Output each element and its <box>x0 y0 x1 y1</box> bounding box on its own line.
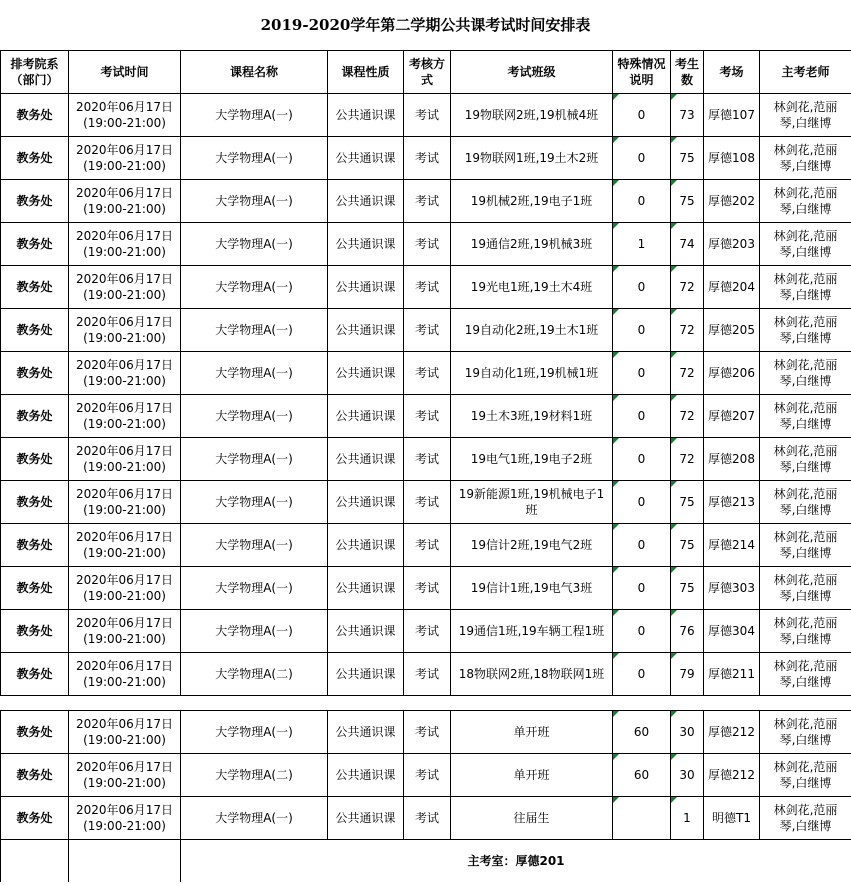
course-cell: 大学物理A(一) <box>181 610 328 653</box>
classes-cell: 19信计1班,19电气3班 <box>451 567 613 610</box>
method-cell: 考试 <box>404 438 451 481</box>
classes-cell: 19自动化2班,19土木1班 <box>451 309 613 352</box>
exam-time-cell <box>69 567 181 610</box>
special-cell: 60 <box>613 754 671 797</box>
teacher-cell <box>760 567 851 610</box>
exam-time-cell-line1: 2020年06月17日 <box>75 229 174 243</box>
table-row <box>1 223 851 266</box>
dept-cell: 教务处 <box>1 352 69 395</box>
dept-cell: 教务处 <box>1 266 69 309</box>
course-cell: 大学物理A(一) <box>181 567 328 610</box>
teacher-cell <box>760 524 851 567</box>
teacher-cell <box>760 653 851 696</box>
exam-schedule-table <box>0 50 851 882</box>
table-row <box>1 309 851 352</box>
exam-time-cell-line1: 2020年06月17日 <box>75 803 174 817</box>
table-row <box>1 137 851 180</box>
exam-time-cell <box>69 266 181 309</box>
room-cell: 厚德214 <box>704 524 760 567</box>
exam-time-cell-line1: 2020年06月17日 <box>75 143 174 157</box>
nature-cell: 公共通识课 <box>328 180 404 223</box>
dept-cell: 教务处 <box>1 610 69 653</box>
classes-cell: 往届生 <box>451 797 613 840</box>
course-cell: 大学物理A(一) <box>181 223 328 266</box>
teacher-cell <box>760 481 851 524</box>
exam-time-cell <box>69 180 181 223</box>
room-cell: 厚德206 <box>704 352 760 395</box>
nature-cell: 公共通识课 <box>328 223 404 266</box>
exam-time-cell-line2: (19:00-21:00) <box>83 589 166 603</box>
exam-time-cell-line1: 2020年06月17日 <box>75 616 174 630</box>
classes-cell: 19光电1班,19土木4班 <box>451 266 613 309</box>
method-cell: 考试 <box>404 352 451 395</box>
teacher-cell-line1: 林剑花,范丽 <box>773 803 838 817</box>
teacher-cell-line2: 琴,白继博 <box>779 374 832 388</box>
course-cell: 大学物理A(一) <box>181 395 328 438</box>
teacher-cell-line1: 林剑花,范丽 <box>773 659 838 673</box>
course-cell: 大学物理A(二) <box>181 754 328 797</box>
table-row <box>1 395 851 438</box>
teacher-cell-line1: 林剑花,范丽 <box>773 760 838 774</box>
teacher-cell-line2: 琴,白继博 <box>779 202 832 216</box>
header-special: 特殊情况说明 <box>613 51 671 94</box>
exam-time-cell-line2: (19:00-21:00) <box>83 245 166 259</box>
room-cell: 厚德203 <box>704 223 760 266</box>
exam-time-cell <box>69 797 181 840</box>
dept-cell: 教务处 <box>1 711 69 754</box>
table-row <box>1 266 851 309</box>
teacher-cell-line2: 琴,白继博 <box>779 733 832 747</box>
teacher-cell-line1: 林剑花,范丽 <box>773 100 838 114</box>
room-cell: 厚德304 <box>704 610 760 653</box>
exam-time-cell-line1: 2020年06月17日 <box>75 717 174 731</box>
method-cell: 考试 <box>404 94 451 137</box>
teacher-cell <box>760 711 851 754</box>
course-cell: 大学物理A(二) <box>181 653 328 696</box>
nature-cell: 公共通识课 <box>328 610 404 653</box>
course-cell: 大学物理A(一) <box>181 481 328 524</box>
header-nature: 课程性质 <box>328 51 404 94</box>
nature-cell: 公共通识课 <box>328 395 404 438</box>
special-cell <box>613 797 671 840</box>
exam-time-cell <box>69 395 181 438</box>
nature-cell: 公共通识课 <box>328 309 404 352</box>
teacher-cell <box>760 223 851 266</box>
footer-row <box>1 840 851 883</box>
room-cell: 厚德108 <box>704 137 760 180</box>
room-cell: 厚德213 <box>704 481 760 524</box>
teacher-cell-line1: 林剑花,范丽 <box>773 616 838 630</box>
table-row <box>1 754 851 797</box>
teacher-cell-line1: 林剑花,范丽 <box>773 530 838 544</box>
count-cell: 72 <box>671 352 704 395</box>
header-teacher: 主考老师 <box>760 51 851 94</box>
nature-cell: 公共通识课 <box>328 438 404 481</box>
course-cell: 大学物理A(一) <box>181 438 328 481</box>
exam-time-cell <box>69 223 181 266</box>
nature-cell: 公共通识课 <box>328 266 404 309</box>
classes-cell: 19信计2班,19电气2班 <box>451 524 613 567</box>
teacher-cell <box>760 309 851 352</box>
teacher-cell <box>760 754 851 797</box>
method-cell: 考试 <box>404 223 451 266</box>
count-cell: 1 <box>671 797 704 840</box>
header-method: 考核方式 <box>404 51 451 94</box>
count-cell: 72 <box>671 395 704 438</box>
teacher-cell-line2: 琴,白继博 <box>779 776 832 790</box>
exam-time-cell-line2: (19:00-21:00) <box>83 159 166 173</box>
special-cell: 0 <box>613 309 671 352</box>
exam-time-cell-line1: 2020年06月17日 <box>75 530 174 544</box>
special-cell: 1 <box>613 223 671 266</box>
exam-time-cell <box>69 754 181 797</box>
table-row <box>1 567 851 610</box>
teacher-cell-line1: 林剑花,范丽 <box>773 229 838 243</box>
teacher-cell-line2: 琴,白继博 <box>779 245 832 259</box>
dept-cell: 教务处 <box>1 395 69 438</box>
dept-cell: 教务处 <box>1 137 69 180</box>
course-cell: 大学物理A(一) <box>181 711 328 754</box>
room-cell: 厚德107 <box>704 94 760 137</box>
footer-cell-time <box>69 840 181 883</box>
classes-cell: 18物联网2班,18物联网1班 <box>451 653 613 696</box>
course-cell: 大学物理A(一) <box>181 94 328 137</box>
teacher-cell-line1: 林剑花,范丽 <box>773 272 838 286</box>
teacher-cell <box>760 94 851 137</box>
count-cell: 30 <box>671 711 704 754</box>
teacher-cell-line2: 琴,白继博 <box>779 116 832 130</box>
special-cell: 0 <box>613 352 671 395</box>
teacher-cell-line2: 琴,白继博 <box>779 546 832 560</box>
dept-cell: 教务处 <box>1 524 69 567</box>
count-cell: 72 <box>671 309 704 352</box>
teacher-cell-line2: 琴,白继博 <box>779 503 832 517</box>
exam-time-cell-line1: 2020年06月17日 <box>75 401 174 415</box>
nature-cell: 公共通识课 <box>328 711 404 754</box>
exam-time-cell-line1: 2020年06月17日 <box>75 573 174 587</box>
table-row <box>1 524 851 567</box>
exam-time-cell-line2: (19:00-21:00) <box>83 202 166 216</box>
header-time: 考试时间 <box>69 51 181 94</box>
table-row <box>1 94 851 137</box>
room-cell: 厚德211 <box>704 653 760 696</box>
room-cell: 厚德204 <box>704 266 760 309</box>
exam-time-cell-line2: (19:00-21:00) <box>83 503 166 517</box>
course-cell: 大学物理A(一) <box>181 266 328 309</box>
method-cell: 考试 <box>404 395 451 438</box>
exam-time-cell-line2: (19:00-21:00) <box>83 675 166 689</box>
exam-time-cell <box>69 481 181 524</box>
course-cell: 大学物理A(一) <box>181 352 328 395</box>
exam-time-cell-line2: (19:00-21:00) <box>83 819 166 833</box>
teacher-cell-line2: 琴,白继博 <box>779 675 832 689</box>
teacher-cell <box>760 610 851 653</box>
special-cell: 0 <box>613 567 671 610</box>
exam-time-cell-line1: 2020年06月17日 <box>75 358 174 372</box>
table-row <box>1 653 851 696</box>
table-row <box>1 352 851 395</box>
header-classes: 考试班级 <box>451 51 613 94</box>
classes-cell: 19电气1班,19电子2班 <box>451 438 613 481</box>
teacher-cell-line2: 琴,白继博 <box>779 460 832 474</box>
method-cell: 考试 <box>404 610 451 653</box>
exam-time-cell <box>69 711 181 754</box>
classes-cell: 19物联网2班,19机械4班 <box>451 94 613 137</box>
count-cell: 75 <box>671 567 704 610</box>
count-cell: 75 <box>671 481 704 524</box>
classes-cell: 单开班 <box>451 754 613 797</box>
exam-time-cell <box>69 610 181 653</box>
exam-time-cell-line2: (19:00-21:00) <box>83 331 166 345</box>
separator-row <box>1 696 851 711</box>
teacher-cell <box>760 266 851 309</box>
exam-time-cell-line2: (19:00-21:00) <box>83 460 166 474</box>
method-cell: 考试 <box>404 524 451 567</box>
dept-cell: 教务处 <box>1 309 69 352</box>
exam-time-cell-line2: (19:00-21:00) <box>83 632 166 646</box>
special-cell: 0 <box>613 137 671 180</box>
exam-time-cell <box>69 352 181 395</box>
dept-cell: 教务处 <box>1 223 69 266</box>
exam-time-cell-line1: 2020年06月17日 <box>75 272 174 286</box>
teacher-cell-line1: 林剑花,范丽 <box>773 143 838 157</box>
nature-cell: 公共通识课 <box>328 653 404 696</box>
teacher-cell-line1: 林剑花,范丽 <box>773 358 838 372</box>
dept-cell: 教务处 <box>1 797 69 840</box>
method-cell: 考试 <box>404 180 451 223</box>
header-room: 考场 <box>704 51 760 94</box>
table-row <box>1 438 851 481</box>
count-cell: 76 <box>671 610 704 653</box>
room-cell: 厚德212 <box>704 754 760 797</box>
count-cell: 75 <box>671 524 704 567</box>
teacher-cell-line2: 琴,白继博 <box>779 417 832 431</box>
teacher-cell-line2: 琴,白继博 <box>779 331 832 345</box>
classes-cell: 19机械2班,19电子1班 <box>451 180 613 223</box>
special-cell: 60 <box>613 711 671 754</box>
exam-time-cell-line2: (19:00-21:00) <box>83 417 166 431</box>
exam-time-cell <box>69 137 181 180</box>
dept-cell: 教务处 <box>1 754 69 797</box>
count-cell: 72 <box>671 438 704 481</box>
table-row <box>1 797 851 840</box>
classes-cell: 19自动化1班,19机械1班 <box>451 352 613 395</box>
exam-time-cell-line1: 2020年06月17日 <box>75 659 174 673</box>
exam-time-cell <box>69 309 181 352</box>
teacher-cell <box>760 137 851 180</box>
table-row <box>1 711 851 754</box>
dept-cell: 教务处 <box>1 653 69 696</box>
method-cell: 考试 <box>404 481 451 524</box>
nature-cell: 公共通识课 <box>328 94 404 137</box>
count-cell: 74 <box>671 223 704 266</box>
teacher-cell-line2: 琴,白继博 <box>779 288 832 302</box>
teacher-cell <box>760 395 851 438</box>
special-cell: 0 <box>613 653 671 696</box>
method-cell: 考试 <box>404 797 451 840</box>
teacher-cell-line1: 林剑花,范丽 <box>773 573 838 587</box>
method-cell: 考试 <box>404 309 451 352</box>
header-course: 课程名称 <box>181 51 328 94</box>
teacher-cell <box>760 180 851 223</box>
teacher-cell-line1: 林剑花,范丽 <box>773 717 838 731</box>
main-exam-room-label: 主考室：厚德201 <box>181 840 851 883</box>
nature-cell: 公共通识课 <box>328 352 404 395</box>
teacher-cell-line2: 琴,白继博 <box>779 819 832 833</box>
special-cell: 0 <box>613 524 671 567</box>
course-cell: 大学物理A(一) <box>181 524 328 567</box>
room-cell: 厚德202 <box>704 180 760 223</box>
exam-time-cell-line2: (19:00-21:00) <box>83 288 166 302</box>
special-cell: 0 <box>613 438 671 481</box>
teacher-cell <box>760 438 851 481</box>
count-cell: 79 <box>671 653 704 696</box>
teacher-cell <box>760 352 851 395</box>
nature-cell: 公共通识课 <box>328 137 404 180</box>
exam-time-cell-line2: (19:00-21:00) <box>83 546 166 560</box>
exam-time-cell-line1: 2020年06月17日 <box>75 186 174 200</box>
method-cell: 考试 <box>404 567 451 610</box>
classes-cell: 19通信1班,19车辆工程1班 <box>451 610 613 653</box>
table-row <box>1 610 851 653</box>
special-cell: 0 <box>613 266 671 309</box>
classes-cell: 19新能源1班,19机械电子1班 <box>451 481 613 524</box>
dept-cell: 教务处 <box>1 438 69 481</box>
room-cell: 明德T1 <box>704 797 760 840</box>
count-cell: 75 <box>671 137 704 180</box>
nature-cell: 公共通识课 <box>328 754 404 797</box>
room-cell: 厚德205 <box>704 309 760 352</box>
teacher-cell-line1: 林剑花,范丽 <box>773 444 838 458</box>
table-row <box>1 481 851 524</box>
page-title: 2019-2020学年第二学期公共课考试时间安排表 <box>260 16 591 34</box>
teacher-cell-line1: 林剑花,范丽 <box>773 487 838 501</box>
footer-cell-left <box>1 840 69 883</box>
method-cell: 考试 <box>404 266 451 309</box>
header-count: 考生数 <box>671 51 704 94</box>
dept-cell: 教务处 <box>1 481 69 524</box>
teacher-cell-line2: 琴,白继博 <box>779 589 832 603</box>
exam-time-cell-line1: 2020年06月17日 <box>75 487 174 501</box>
classes-cell: 单开班 <box>451 711 613 754</box>
nature-cell: 公共通识课 <box>328 524 404 567</box>
exam-time-cell-line2: (19:00-21:00) <box>83 116 166 130</box>
exam-time-cell-line1: 2020年06月17日 <box>75 760 174 774</box>
course-cell: 大学物理A(一) <box>181 137 328 180</box>
dept-cell: 教务处 <box>1 180 69 223</box>
room-cell: 厚德208 <box>704 438 760 481</box>
classes-cell: 19通信2班,19机械3班 <box>451 223 613 266</box>
course-cell: 大学物理A(一) <box>181 180 328 223</box>
course-cell: 大学物理A(一) <box>181 309 328 352</box>
dept-cell: 教务处 <box>1 94 69 137</box>
table-row <box>1 180 851 223</box>
method-cell: 考试 <box>404 137 451 180</box>
count-cell: 75 <box>671 180 704 223</box>
method-cell: 考试 <box>404 653 451 696</box>
exam-time-cell <box>69 524 181 567</box>
teacher-cell-line1: 林剑花,范丽 <box>773 315 838 329</box>
classes-cell: 19土木3班,19材料1班 <box>451 395 613 438</box>
special-cell: 0 <box>613 395 671 438</box>
count-cell: 73 <box>671 94 704 137</box>
room-cell: 厚德303 <box>704 567 760 610</box>
header-dept: 排考院系（部门） <box>1 51 69 94</box>
special-cell: 0 <box>613 610 671 653</box>
classes-cell: 19物联网1班,19土木2班 <box>451 137 613 180</box>
teacher-cell <box>760 797 851 840</box>
teacher-cell-line1: 林剑花,范丽 <box>773 186 838 200</box>
teacher-cell-line1: 林剑花,范丽 <box>773 401 838 415</box>
special-cell: 0 <box>613 180 671 223</box>
exam-time-cell-line1: 2020年06月17日 <box>75 315 174 329</box>
method-cell: 考试 <box>404 711 451 754</box>
course-cell: 大学物理A(一) <box>181 797 328 840</box>
exam-time-cell-line2: (19:00-21:00) <box>83 374 166 388</box>
dept-cell: 教务处 <box>1 567 69 610</box>
count-cell: 72 <box>671 266 704 309</box>
exam-time-cell <box>69 94 181 137</box>
exam-time-cell <box>69 653 181 696</box>
teacher-cell-line2: 琴,白继博 <box>779 159 832 173</box>
nature-cell: 公共通识课 <box>328 567 404 610</box>
room-cell: 厚德207 <box>704 395 760 438</box>
exam-time-cell-line1: 2020年06月17日 <box>75 100 174 114</box>
nature-cell: 公共通识课 <box>328 481 404 524</box>
room-cell: 厚德212 <box>704 711 760 754</box>
teacher-cell-line2: 琴,白继博 <box>779 632 832 646</box>
exam-time-cell-line2: (19:00-21:00) <box>83 776 166 790</box>
exam-time-cell <box>69 438 181 481</box>
method-cell: 考试 <box>404 754 451 797</box>
count-cell: 30 <box>671 754 704 797</box>
nature-cell: 公共通识课 <box>328 797 404 840</box>
special-cell: 0 <box>613 481 671 524</box>
exam-time-cell-line1: 2020年06月17日 <box>75 444 174 458</box>
header-row <box>1 51 851 94</box>
special-cell: 0 <box>613 94 671 137</box>
separator-cell <box>1 696 851 711</box>
exam-time-cell-line2: (19:00-21:00) <box>83 733 166 747</box>
